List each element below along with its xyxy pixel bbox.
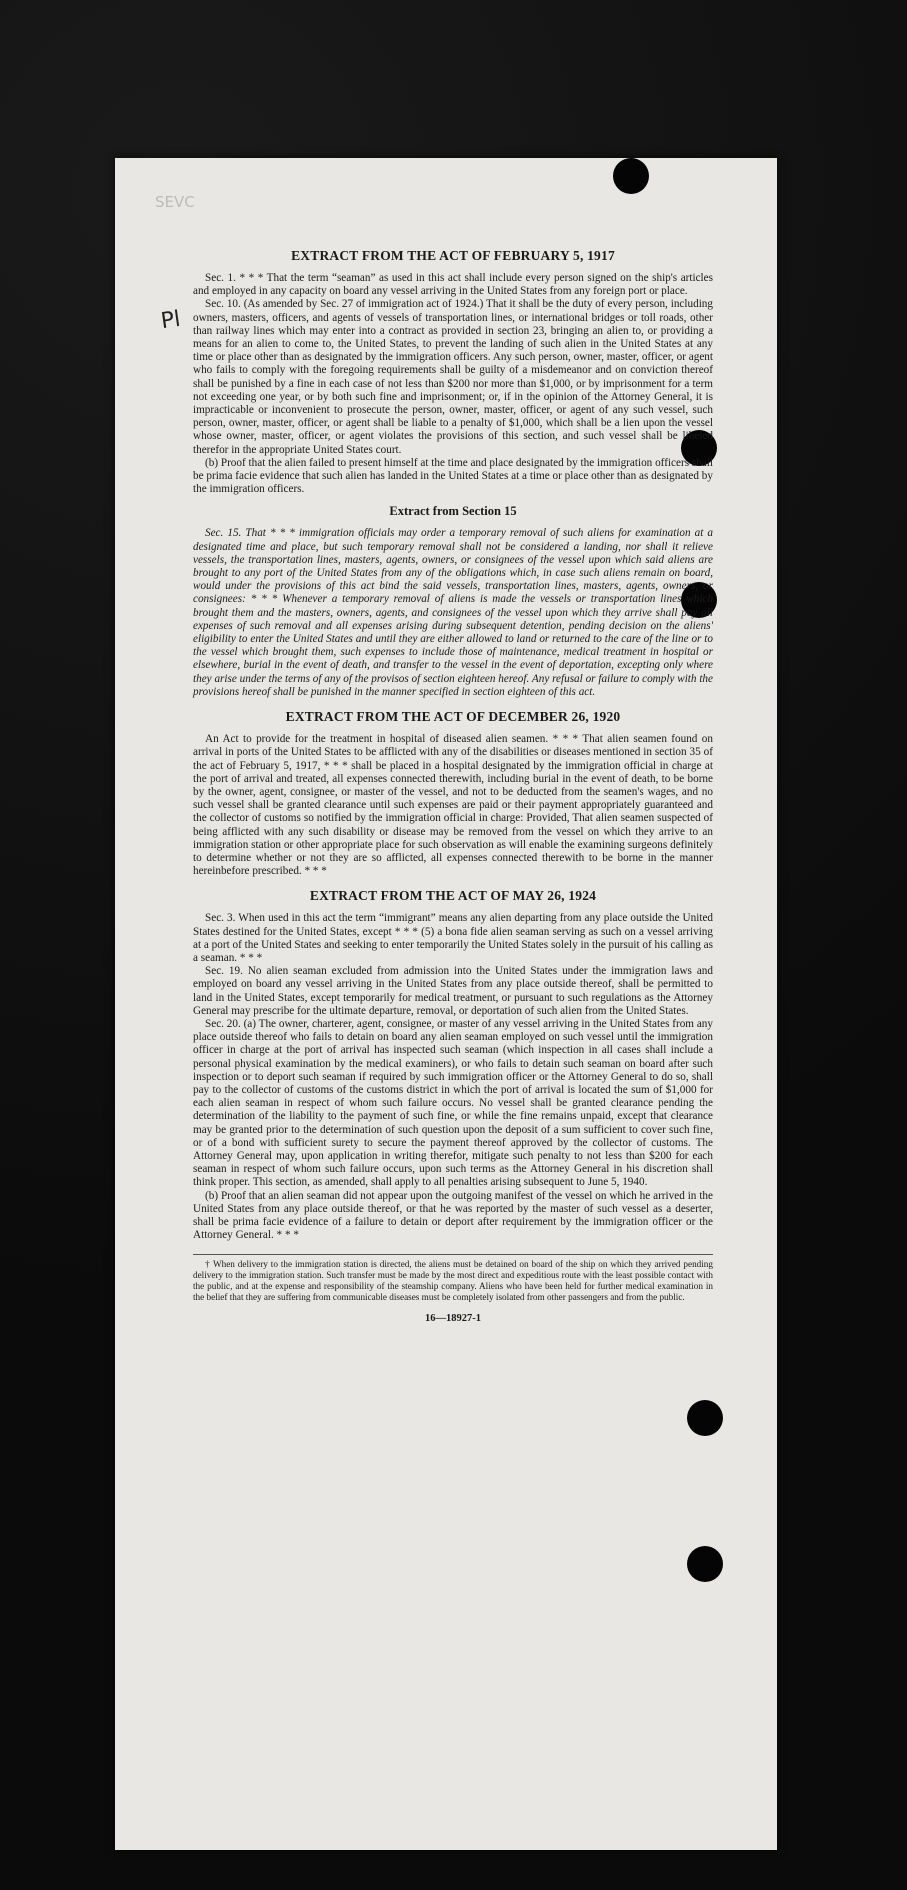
paragraph: Sec. 20. (a) The owner, charterer, agent, consignee, or master of any vessel arriving in the United States from any place outside thereof who fails to detain on board any alien seaman employed on such vessel until the immigration officer in charge at the port of arrival has inspected such seaman (which inspection in all cases shall include a personal physical examination by the medical examiners), or who fails to detain such seaman on board after such inspection or to deport such seaman if required by such immigration officer or the Attorney General to do so, shall pay to the collector of customs of the customs district in which the port of arrival is located the sum of $1,000 for each alien seaman in respect of whom such failure occurs. No vessel shall be granted clearance pending the determination of the liability to the payment of such fine, or while the fine remains unpaid, except that clearance may be granted prior to the determination of such question upon the deposit of a sum sufficient to cover such fine, or of a bond with sufficient surety to secure the payment thereof approved by the collector of customs. The Attorney General may, upon application in writing therefor, mitigate such penalty to not less than $200 for each seaman in respect of whom such failure occurs, upon such terms as the Attorney General in his discretion shall think proper. This section, as amended, shall apply to all penalties arising subsequent to June 5, 1940.	[193, 1017, 713, 1189]
punch-hole	[687, 1546, 723, 1582]
paragraph: (b) Proof that the alien failed to present himself at the time and place designated by the immigration officers shall be prima facie evidence that such alien has landed in the United States at a time or place other than as designated by the immigration officers.	[193, 456, 713, 496]
paragraph: Sec. 15. That * * * immigration officials may order a temporary removal of such aliens for examination at a designated time and place, but such temporary removal shall not be considered a landing, nor shall it relieve vessels, the transportation lines, masters, agents, owners, or consignees of the vessel upon which said aliens are brought to any port of the United States from any of the obligations which, in case such aliens remain on board, would under the provisions of this act bind the said vessels, transportation lines, masters, agents, owners, or consignees: * * * Whenever a temporary removal of aliens is made the vessels or transportation lines which brought them and the masters, owners, agents, and consignees of the vessel upon which they arrive shall pay all expenses of such removal and all expenses arising during subsequent detention, pending decision on the aliens' eligibility to enter the United States and until they are either allowed to land or returned to the care of the line or to the vessel which brought them, such expenses to include those of maintenance, medical treatment in hospital or elsewhere, burial in the event of death, and transfer to the vessel in the event of deportation, excepting only where they arise under the terms of any of the provisos of section eighteen hereof. Any refusal or failure to comply with the provisions hereof shall be punished in the manner specified in section eighteen of this act.	[193, 527, 713, 698]
handwritten-margin-mark: Pl	[159, 306, 183, 335]
document-number: 16—18927-1	[425, 1313, 481, 1325]
punch-hole	[613, 158, 649, 194]
section-title: Extract from Section 15	[389, 504, 517, 519]
paragraph: Sec. 19. No alien seaman excluded from admission into the United States under the immigration laws and employed on board any vessel arriving in the United States from any place outside thereof, shall be permitted to land in the United States, except temporarily for medical treatment, or pursuant to such regulations as the Attorney General may prescribe for the ultimate departure, removal, or deportation of such alien from the United States.	[193, 965, 713, 1017]
paragraph: (b) Proof that an alien seaman did not appear upon the outgoing manifest of the vessel on which he arrived in the United States from any place outside thereof, or that he was reported by the master of such vessel as a deserter, shall be prima facie evidence of a failure to detain or deport after requirement by the immigration officer or the Attorney General. * * *	[193, 1189, 713, 1242]
section-title: EXTRACT FROM THE ACT OF FEBRUARY 5, 1917	[291, 248, 615, 263]
faded-stamp: SEVC	[155, 193, 195, 211]
paragraph: An Act to provide for the treatment in hospital of diseased alien seamen. * * * That alien seamen found on arrival in ports of the United States to be afflicted with any of the disabilities or diseases mentioned in section 35 of the act of February 5, 1917, * * * shall be placed in a hospital designated by the immigration official in charge at the port of arrival and treated, all expenses connected therewith, including burial in the event of death, to be borne by the owner, agent, consignee, or master of the vessel, and not to be deducted from the seamen's wages, and no such vessel shall be granted clearance until such expenses are paid or their payment appropriately guaranteed and the collector of customs so notified by the immigration official in charge: Provided, That alien seamen suspected of being afflicted with any such disability or disease may be removed from the vessel on which they arrive to an immigration station or other appropriate place for such observation as will enable the examining surgeons definitely to determine whether or not they are so afflicted, all expenses connected therewith to be borne in the manner hereinbefore prescribed. * * *	[193, 733, 713, 878]
section-title: EXTRACT FROM THE ACT OF DECEMBER 26, 1920	[285, 709, 621, 725]
punch-hole	[687, 1400, 723, 1436]
footnote	[193, 1254, 713, 1303]
paragraph: Sec. 1. * * * That the term “seaman” as used in this act shall include every person signed on the ship's articles and employed in any capacity on board any vessel arriving in the United States from any foreign port or place.	[193, 272, 713, 298]
document-body	[193, 248, 713, 1324]
section-title: EXTRACT FROM THE ACT OF MAY 26, 1924	[309, 888, 597, 904]
paragraph: Sec. 10. (As amended by Sec. 27 of immigration act of 1924.) That it shall be the duty of every person, including owners, masters, officers, and agents of vessels of transportation lines, or international bridges or toll roads, other than railway lines which may enter into a contract as provided in section 23, bringing an alien to, or providing a means for an alien to come to, the United States, to prevent the landing of such alien in the United States at any time or place other than as designated by the immigration officers. Any such person, owner, master, officer, or agent who fails to comply with the foregoing requirements shall be guilty of a misdemeanor and on conviction thereof shall be punished by a fine in each case of not less than $200 nor more than $1,000, or by imprisonment for a term not exceeding one year, or by both such fine and imprisonment; or, if in the opinion of the Attorney General, it is impracticable or inconvenient to prosecute the person, owner, master, officer, or agent of any such vessel, such person, owner, master, officer, or agent shall be liable to a penalty of $1,000, which shall be a lien upon the vessel whose owner, master, officer, or agent violates the provisions of this section, and such vessel shall be libeled therefor in the appropriate United States court.	[193, 298, 713, 456]
footnote-text: † When delivery to the immigration station is directed, the aliens must be detained on board of the ship on which they arrived pending delivery to the immigration station. Such transfer must be made by the most direct and expeditious route with the least possible contact with the public, and at the expense and responsibility of the steamship company. Aliens who have been held for further medical examination in the belief that they are suffering from communicable diseases must be completely isolated from other passengers and from the public.	[193, 1259, 713, 1303]
document-page	[115, 158, 777, 1850]
paragraph: Sec. 3. When used in this act the term “immigrant” means any alien departing from any place outside the United States destined for the United States, except * * * (5) a bona fide alien seaman serving as such on a vessel arriving at a port of the United States and seeking to enter temporarily the United States solely in the pursuit of his calling as a seaman. * * *	[193, 912, 713, 964]
